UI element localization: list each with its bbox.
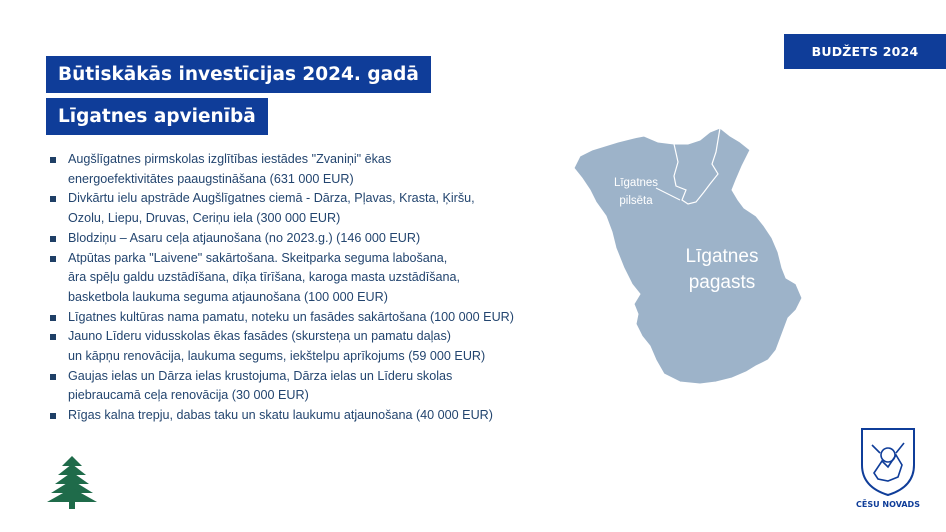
list-item-line: āra spēļu galdu uzstādīšana, dīķa tīrīšana, karoga masta uzstādīšana, <box>68 270 461 285</box>
list-item-line: Augšlīgatnes pirmskolas izglītības iestādes "Zvaniņi" ēkas <box>68 152 392 166</box>
list-item-line: Līgatnes kultūras nama pamatu, noteku un fasādes sakārtošana (100 000 EUR) <box>68 309 514 324</box>
parish-label-line: pagasts <box>688 272 756 293</box>
list-item-line: un kāpņu renovācija, laukuma segums, iekštelpu aprīkojums (59 000 EUR) <box>68 349 486 364</box>
list-item <box>48 308 608 328</box>
list-item-line: Blodziņu – Asaru ceļa atjaunošana (no 2023.g.) (146 000 EUR) <box>68 230 421 245</box>
fir-tree-icon <box>44 456 100 510</box>
list-item-line: Gaujas ielas un Dārza ielas krustojuma, Dārza ielas un Līderu skolas <box>68 368 453 383</box>
list-item-line: basketbola laukuma seguma atjaunošana (100 000 EUR) <box>68 289 388 304</box>
parish-label-line: Līgatnes <box>685 246 759 267</box>
coat-of-arms-icon <box>858 425 918 497</box>
brand-name: CĒSU NOVADS <box>856 500 920 509</box>
city-label-line: pilsēta <box>619 195 653 207</box>
list-item-line: Jauno Līderu vidusskolas ēkas fasādes (skursteņa un pamatu daļas) <box>68 329 451 344</box>
list-item-line: Divkārtu ielu apstrāde Augšlīgatnes ciemā - Dārza, Pļavas, Krasta, Ķiršu, <box>68 191 475 206</box>
budget-badge: BUDŽETS 2024 <box>784 34 946 69</box>
page-subtitle: Līgatnes apvienībā <box>46 98 268 135</box>
list-item <box>48 229 608 249</box>
page-title: Būtiskākās investīcijas 2024. gadā <box>46 56 431 93</box>
list-item <box>48 367 608 406</box>
list-item <box>48 189 608 228</box>
list-item-line: piebraucamā ceļa renovācija (30 000 EUR) <box>68 388 309 403</box>
region-map <box>560 128 810 386</box>
list-item <box>48 406 608 426</box>
list-item <box>48 327 608 366</box>
list-item-line: Atpūtas parka "Laivene" sakārtošana. Skeitparka seguma labošana, <box>68 250 448 265</box>
list-item-line: Rīgas kalna trepju, dabas taku un skatu laukumu atjaunošana (40 000 EUR) <box>68 408 493 423</box>
list-item-line: Ozolu, Liepu, Druvas, Ceriņu iela (300 000 EUR) <box>68 211 341 226</box>
list-item <box>48 150 608 189</box>
city-label-line: Līgatnes <box>613 177 659 189</box>
list-item <box>48 249 608 308</box>
list-item-line: energoefektivitātes paaugstināšana (631 000 EUR) <box>68 171 354 186</box>
investment-list <box>48 150 608 426</box>
